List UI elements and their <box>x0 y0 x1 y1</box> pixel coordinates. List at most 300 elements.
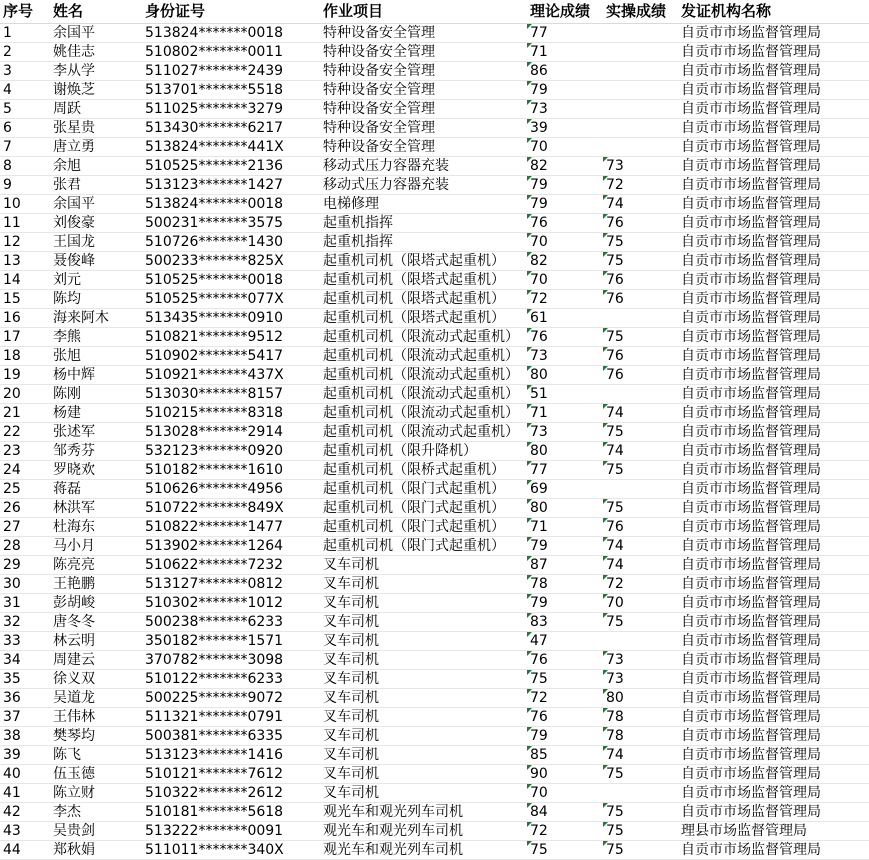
cell-name[interactable]: 谢焕芝 <box>50 80 142 99</box>
cell-theory-score[interactable]: 72 <box>527 688 603 707</box>
cell-issuing-authority[interactable]: 自贡市市场监督管理局 <box>678 422 869 441</box>
cell-issuing-authority[interactable]: 自贡市市场监督管理局 <box>678 441 869 460</box>
cell-practical-score[interactable]: 72 <box>603 175 678 194</box>
cell-practical-score[interactable]: 75 <box>603 802 678 821</box>
cell-name[interactable]: 林洪军 <box>50 498 142 517</box>
cell-issuing-authority[interactable]: 自贡市市场监督管理局 <box>678 232 869 251</box>
cell-id-number[interactable]: 511025*******3279 <box>142 99 320 118</box>
cell-id-number[interactable]: 513435*******0910 <box>142 308 320 327</box>
cell-work-item[interactable]: 叉车司机 <box>320 707 527 726</box>
cell-id-number[interactable]: 510921*******437X <box>142 365 320 384</box>
cell-name[interactable]: 伍玉德 <box>50 764 142 783</box>
cell-work-item[interactable]: 起重机司机（限塔式起重机） <box>320 251 527 270</box>
cell-id-number[interactable]: 513123*******1416 <box>142 745 320 764</box>
cell-issuing-authority[interactable]: 自贡市市场监督管理局 <box>678 194 869 213</box>
cell-id-number[interactable]: 511321*******0791 <box>142 707 320 726</box>
cell-seq[interactable]: 38 <box>0 726 50 745</box>
cell-practical-score[interactable]: 76 <box>603 289 678 308</box>
cell-name[interactable]: 杨中辉 <box>50 365 142 384</box>
cell-work-item[interactable]: 观光车和观光列车司机 <box>320 821 527 840</box>
cell-seq[interactable]: 13 <box>0 251 50 270</box>
cell-issuing-authority[interactable]: 自贡市市场监督管理局 <box>678 650 869 669</box>
cell-id-number[interactable]: 513430*******6217 <box>142 118 320 137</box>
cell-issuing-authority[interactable]: 自贡市市场监督管理局 <box>678 23 869 42</box>
cell-work-item[interactable]: 起重机司机（限门式起重机） <box>320 536 527 555</box>
cell-name[interactable]: 王艳鹏 <box>50 574 142 593</box>
cell-name[interactable]: 张星贵 <box>50 118 142 137</box>
cell-id-number[interactable]: 510215*******8318 <box>142 403 320 422</box>
cell-id-number[interactable]: 510902*******5417 <box>142 346 320 365</box>
cell-name[interactable]: 张君 <box>50 175 142 194</box>
cell-practical-score[interactable] <box>603 80 678 99</box>
cell-issuing-authority[interactable]: 自贡市市场监督管理局 <box>678 327 869 346</box>
cell-practical-score[interactable]: 75 <box>603 251 678 270</box>
cell-theory-score[interactable]: 75 <box>527 669 603 688</box>
cell-name[interactable]: 吴道龙 <box>50 688 142 707</box>
cell-id-number[interactable]: 513701*******5518 <box>142 80 320 99</box>
cell-work-item[interactable]: 起重机司机（限门式起重机） <box>320 498 527 517</box>
cell-id-number[interactable]: 500238*******6233 <box>142 612 320 631</box>
cell-id-number[interactable]: 510525*******0018 <box>142 270 320 289</box>
cell-theory-score[interactable]: 70 <box>527 137 603 156</box>
cell-name[interactable]: 李熊 <box>50 327 142 346</box>
cell-name[interactable]: 王国龙 <box>50 232 142 251</box>
cell-theory-score[interactable]: 83 <box>527 612 603 631</box>
cell-work-item[interactable]: 叉车司机 <box>320 764 527 783</box>
cell-seq[interactable]: 39 <box>0 745 50 764</box>
cell-practical-score[interactable] <box>603 479 678 498</box>
cell-id-number[interactable]: 510525*******2136 <box>142 156 320 175</box>
cell-work-item[interactable]: 起重机指挥 <box>320 232 527 251</box>
cell-name[interactable]: 杨建 <box>50 403 142 422</box>
cell-id-number[interactable]: 510122*******6233 <box>142 669 320 688</box>
cell-name[interactable]: 唐冬冬 <box>50 612 142 631</box>
cell-practical-score[interactable] <box>603 42 678 61</box>
cell-seq[interactable]: 28 <box>0 536 50 555</box>
cell-practical-score[interactable] <box>603 118 678 137</box>
cell-theory-score[interactable]: 86 <box>527 61 603 80</box>
cell-work-item[interactable]: 叉车司机 <box>320 574 527 593</box>
cell-theory-score[interactable]: 71 <box>527 42 603 61</box>
cell-practical-score[interactable]: 74 <box>603 536 678 555</box>
cell-issuing-authority[interactable]: 自贡市市场监督管理局 <box>678 574 869 593</box>
cell-seq[interactable]: 16 <box>0 308 50 327</box>
cell-issuing-authority[interactable]: 自贡市市场监督管理局 <box>678 118 869 137</box>
cell-work-item[interactable]: 起重机司机（限门式起重机） <box>320 479 527 498</box>
cell-theory-score[interactable]: 79 <box>527 80 603 99</box>
cell-work-item[interactable]: 起重机司机（限流动式起重机） <box>320 422 527 441</box>
cell-theory-score[interactable]: 87 <box>527 555 603 574</box>
cell-theory-score[interactable]: 79 <box>527 593 603 612</box>
cell-issuing-authority[interactable]: 理县市场监督管理局 <box>678 821 869 840</box>
cell-practical-score[interactable]: 75 <box>603 840 678 859</box>
cell-name[interactable]: 唐立勇 <box>50 137 142 156</box>
cell-seq[interactable]: 34 <box>0 650 50 669</box>
cell-theory-score[interactable]: 85 <box>527 745 603 764</box>
cell-work-item[interactable]: 起重机司机（限门式起重机） <box>320 517 527 536</box>
cell-theory-score[interactable]: 71 <box>527 517 603 536</box>
cell-work-item[interactable]: 起重机指挥 <box>320 213 527 232</box>
cell-name[interactable]: 马小月 <box>50 536 142 555</box>
cell-theory-score[interactable]: 80 <box>527 498 603 517</box>
cell-theory-score[interactable]: 70 <box>527 783 603 802</box>
cell-theory-score[interactable]: 79 <box>527 194 603 213</box>
cell-work-item[interactable]: 起重机司机（限流动式起重机） <box>320 327 527 346</box>
cell-name[interactable]: 刘元 <box>50 270 142 289</box>
cell-seq[interactable]: 29 <box>0 555 50 574</box>
cell-name[interactable]: 姚佳志 <box>50 42 142 61</box>
cell-name[interactable]: 张述军 <box>50 422 142 441</box>
cell-name[interactable]: 林云明 <box>50 631 142 650</box>
cell-id-number[interactable]: 510525*******077X <box>142 289 320 308</box>
cell-work-item[interactable]: 起重机司机（限塔式起重机） <box>320 289 527 308</box>
cell-work-item[interactable]: 起重机司机（限流动式起重机） <box>320 384 527 403</box>
cell-practical-score[interactable]: 75 <box>603 327 678 346</box>
cell-seq[interactable]: 40 <box>0 764 50 783</box>
cell-issuing-authority[interactable]: 自贡市市场监督管理局 <box>678 631 869 650</box>
cell-theory-score[interactable]: 61 <box>527 308 603 327</box>
cell-practical-score[interactable]: 80 <box>603 688 678 707</box>
cell-name[interactable]: 周建云 <box>50 650 142 669</box>
cell-theory-score[interactable]: 84 <box>527 802 603 821</box>
cell-name[interactable]: 刘俊豪 <box>50 213 142 232</box>
cell-work-item[interactable]: 观光车和观光列车司机 <box>320 802 527 821</box>
cell-seq[interactable]: 3 <box>0 61 50 80</box>
cell-issuing-authority[interactable]: 自贡市市场监督管理局 <box>678 688 869 707</box>
cell-theory-score[interactable]: 69 <box>527 479 603 498</box>
cell-issuing-authority[interactable]: 自贡市市场监督管理局 <box>678 802 869 821</box>
cell-name[interactable]: 陈均 <box>50 289 142 308</box>
cell-seq[interactable]: 11 <box>0 213 50 232</box>
cell-seq[interactable]: 43 <box>0 821 50 840</box>
cell-id-number[interactable]: 513824*******0018 <box>142 23 320 42</box>
cell-practical-score[interactable]: 73 <box>603 156 678 175</box>
cell-id-number[interactable]: 513028*******2914 <box>142 422 320 441</box>
cell-theory-score[interactable]: 71 <box>527 403 603 422</box>
cell-work-item[interactable]: 叉车司机 <box>320 783 527 802</box>
header-name[interactable]: 姓名 <box>50 0 142 23</box>
cell-name[interactable]: 吴贵剑 <box>50 821 142 840</box>
cell-theory-score[interactable]: 80 <box>527 441 603 460</box>
cell-name[interactable]: 邹秀芬 <box>50 441 142 460</box>
cell-issuing-authority[interactable]: 自贡市市场监督管理局 <box>678 289 869 308</box>
cell-practical-score[interactable]: 75 <box>603 422 678 441</box>
cell-seq[interactable]: 17 <box>0 327 50 346</box>
cell-practical-score[interactable] <box>603 137 678 156</box>
cell-practical-score[interactable] <box>603 99 678 118</box>
cell-seq[interactable]: 6 <box>0 118 50 137</box>
cell-theory-score[interactable]: 90 <box>527 764 603 783</box>
cell-id-number[interactable]: 510182*******1610 <box>142 460 320 479</box>
cell-id-number[interactable]: 510722*******849X <box>142 498 320 517</box>
cell-theory-score[interactable]: 78 <box>527 574 603 593</box>
cell-practical-score[interactable] <box>603 631 678 650</box>
cell-seq[interactable]: 4 <box>0 80 50 99</box>
cell-issuing-authority[interactable]: 自贡市市场监督管理局 <box>678 764 869 783</box>
cell-work-item[interactable]: 移动式压力容器充装 <box>320 175 527 194</box>
cell-seq[interactable]: 42 <box>0 802 50 821</box>
cell-issuing-authority[interactable]: 自贡市市场监督管理局 <box>678 213 869 232</box>
cell-practical-score[interactable]: 73 <box>603 669 678 688</box>
cell-seq[interactable]: 20 <box>0 384 50 403</box>
cell-practical-score[interactable]: 74 <box>603 555 678 574</box>
cell-theory-score[interactable]: 82 <box>527 156 603 175</box>
cell-practical-score[interactable]: 76 <box>603 346 678 365</box>
cell-work-item[interactable]: 特种设备安全管理 <box>320 99 527 118</box>
cell-seq[interactable]: 2 <box>0 42 50 61</box>
cell-issuing-authority[interactable]: 自贡市市场监督管理局 <box>678 612 869 631</box>
cell-seq[interactable]: 41 <box>0 783 50 802</box>
cell-seq[interactable]: 25 <box>0 479 50 498</box>
cell-work-item[interactable]: 叉车司机 <box>320 688 527 707</box>
cell-seq[interactable]: 35 <box>0 669 50 688</box>
cell-issuing-authority[interactable]: 自贡市市场监督管理局 <box>678 403 869 422</box>
cell-id-number[interactable]: 500233*******825X <box>142 251 320 270</box>
cell-seq[interactable]: 7 <box>0 137 50 156</box>
cell-issuing-authority[interactable]: 自贡市市场监督管理局 <box>678 517 869 536</box>
cell-id-number[interactable]: 500381*******6335 <box>142 726 320 745</box>
cell-practical-score[interactable]: 74 <box>603 194 678 213</box>
cell-issuing-authority[interactable]: 自贡市市场监督管理局 <box>678 460 869 479</box>
cell-issuing-authority[interactable]: 自贡市市场监督管理局 <box>678 175 869 194</box>
cell-issuing-authority[interactable]: 自贡市市场监督管理局 <box>678 61 869 80</box>
cell-practical-score[interactable] <box>603 384 678 403</box>
cell-practical-score[interactable]: 78 <box>603 726 678 745</box>
cell-name[interactable]: 陈飞 <box>50 745 142 764</box>
cell-id-number[interactable]: 513123*******1427 <box>142 175 320 194</box>
cell-issuing-authority[interactable]: 自贡市市场监督管理局 <box>678 99 869 118</box>
cell-name[interactable]: 陈刚 <box>50 384 142 403</box>
cell-seq[interactable]: 44 <box>0 840 50 859</box>
cell-seq[interactable]: 1 <box>0 23 50 42</box>
cell-issuing-authority[interactable]: 自贡市市场监督管理局 <box>678 555 869 574</box>
cell-seq[interactable]: 32 <box>0 612 50 631</box>
cell-practical-score[interactable]: 75 <box>603 764 678 783</box>
cell-work-item[interactable]: 移动式压力容器充装 <box>320 156 527 175</box>
cell-issuing-authority[interactable]: 自贡市市场监督管理局 <box>678 270 869 289</box>
cell-seq[interactable]: 15 <box>0 289 50 308</box>
cell-issuing-authority[interactable]: 自贡市市场监督管理局 <box>678 479 869 498</box>
cell-practical-score[interactable] <box>603 783 678 802</box>
cell-id-number[interactable]: 500225*******9072 <box>142 688 320 707</box>
cell-work-item[interactable]: 起重机司机（限桥式起重机） <box>320 460 527 479</box>
cell-issuing-authority[interactable]: 自贡市市场监督管理局 <box>678 783 869 802</box>
header-theory-score[interactable]: 理论成绩 <box>527 0 603 23</box>
cell-work-item[interactable]: 特种设备安全管理 <box>320 118 527 137</box>
cell-practical-score[interactable]: 75 <box>603 821 678 840</box>
cell-practical-score[interactable] <box>603 23 678 42</box>
cell-theory-score[interactable]: 47 <box>527 631 603 650</box>
cell-theory-score[interactable]: 76 <box>527 213 603 232</box>
cell-theory-score[interactable]: 80 <box>527 365 603 384</box>
cell-theory-score[interactable]: 79 <box>527 726 603 745</box>
cell-id-number[interactable]: 513127*******0812 <box>142 574 320 593</box>
cell-theory-score[interactable]: 72 <box>527 821 603 840</box>
cell-practical-score[interactable]: 76 <box>603 270 678 289</box>
cell-practical-score[interactable]: 73 <box>603 650 678 669</box>
cell-seq[interactable]: 33 <box>0 631 50 650</box>
cell-theory-score[interactable]: 76 <box>527 707 603 726</box>
cell-practical-score[interactable]: 75 <box>603 232 678 251</box>
cell-name[interactable]: 余国平 <box>50 194 142 213</box>
cell-issuing-authority[interactable]: 自贡市市场监督管理局 <box>678 156 869 175</box>
cell-id-number[interactable]: 370782*******3098 <box>142 650 320 669</box>
cell-seq[interactable]: 22 <box>0 422 50 441</box>
cell-id-number[interactable]: 532123*******0920 <box>142 441 320 460</box>
cell-theory-score[interactable]: 77 <box>527 460 603 479</box>
cell-seq[interactable]: 23 <box>0 441 50 460</box>
cell-theory-score[interactable]: 79 <box>527 175 603 194</box>
cell-seq[interactable]: 37 <box>0 707 50 726</box>
cell-name[interactable]: 海来阿木 <box>50 308 142 327</box>
cell-practical-score[interactable]: 74 <box>603 441 678 460</box>
cell-practical-score[interactable] <box>603 61 678 80</box>
header-seq[interactable]: 序号 <box>0 0 50 23</box>
cell-name[interactable]: 张旭 <box>50 346 142 365</box>
cell-issuing-authority[interactable]: 自贡市市场监督管理局 <box>678 251 869 270</box>
cell-practical-score[interactable]: 72 <box>603 574 678 593</box>
cell-seq[interactable]: 27 <box>0 517 50 536</box>
cell-theory-score[interactable]: 73 <box>527 422 603 441</box>
cell-seq[interactable]: 19 <box>0 365 50 384</box>
cell-work-item[interactable]: 特种设备安全管理 <box>320 80 527 99</box>
cell-work-item[interactable]: 特种设备安全管理 <box>320 42 527 61</box>
cell-work-item[interactable]: 特种设备安全管理 <box>320 137 527 156</box>
cell-name[interactable]: 余国平 <box>50 23 142 42</box>
cell-practical-score[interactable]: 74 <box>603 403 678 422</box>
cell-theory-score[interactable]: 73 <box>527 346 603 365</box>
cell-issuing-authority[interactable]: 自贡市市场监督管理局 <box>678 745 869 764</box>
cell-theory-score[interactable]: 70 <box>527 270 603 289</box>
cell-seq[interactable]: 18 <box>0 346 50 365</box>
cell-id-number[interactable]: 510802*******0011 <box>142 42 320 61</box>
header-issuing-authority[interactable]: 发证机构名称 <box>678 0 869 23</box>
cell-work-item[interactable]: 叉车司机 <box>320 555 527 574</box>
cell-work-item[interactable]: 叉车司机 <box>320 631 527 650</box>
cell-work-item[interactable]: 特种设备安全管理 <box>320 23 527 42</box>
cell-name[interactable]: 杜海东 <box>50 517 142 536</box>
cell-work-item[interactable]: 叉车司机 <box>320 612 527 631</box>
cell-practical-score[interactable]: 74 <box>603 745 678 764</box>
cell-issuing-authority[interactable]: 自贡市市场监督管理局 <box>678 840 869 859</box>
cell-practical-score[interactable]: 78 <box>603 707 678 726</box>
cell-id-number[interactable]: 350182*******1571 <box>142 631 320 650</box>
cell-theory-score[interactable]: 79 <box>527 536 603 555</box>
cell-practical-score[interactable]: 76 <box>603 213 678 232</box>
cell-work-item[interactable]: 叉车司机 <box>320 650 527 669</box>
cell-practical-score[interactable]: 70 <box>603 593 678 612</box>
cell-seq[interactable]: 10 <box>0 194 50 213</box>
cell-id-number[interactable]: 510322*******2612 <box>142 783 320 802</box>
cell-work-item[interactable]: 起重机司机（限塔式起重机） <box>320 308 527 327</box>
cell-theory-score[interactable]: 76 <box>527 327 603 346</box>
cell-theory-score[interactable]: 70 <box>527 232 603 251</box>
cell-seq[interactable]: 5 <box>0 99 50 118</box>
cell-theory-score[interactable]: 39 <box>527 118 603 137</box>
cell-seq[interactable]: 9 <box>0 175 50 194</box>
header-work-item[interactable]: 作业项目 <box>320 0 527 23</box>
cell-seq[interactable]: 26 <box>0 498 50 517</box>
cell-theory-score[interactable]: 82 <box>527 251 603 270</box>
cell-name[interactable]: 樊琴均 <box>50 726 142 745</box>
cell-issuing-authority[interactable]: 自贡市市场监督管理局 <box>678 80 869 99</box>
cell-theory-score[interactable]: 77 <box>527 23 603 42</box>
cell-name[interactable]: 王伟林 <box>50 707 142 726</box>
cell-seq[interactable]: 14 <box>0 270 50 289</box>
cell-issuing-authority[interactable]: 自贡市市场监督管理局 <box>678 707 869 726</box>
cell-seq[interactable]: 21 <box>0 403 50 422</box>
cell-issuing-authority[interactable]: 自贡市市场监督管理局 <box>678 593 869 612</box>
cell-name[interactable]: 李从学 <box>50 61 142 80</box>
cell-id-number[interactable]: 511027*******2439 <box>142 61 320 80</box>
cell-practical-score[interactable]: 75 <box>603 612 678 631</box>
cell-issuing-authority[interactable]: 自贡市市场监督管理局 <box>678 726 869 745</box>
cell-id-number[interactable]: 510181*******5618 <box>142 802 320 821</box>
cell-work-item[interactable]: 电梯修理 <box>320 194 527 213</box>
cell-seq[interactable]: 12 <box>0 232 50 251</box>
cell-id-number[interactable]: 513222*******0091 <box>142 821 320 840</box>
cell-issuing-authority[interactable]: 自贡市市场监督管理局 <box>678 365 869 384</box>
cell-name[interactable]: 彭胡峻 <box>50 593 142 612</box>
cell-seq[interactable]: 8 <box>0 156 50 175</box>
cell-work-item[interactable]: 起重机司机（限塔式起重机） <box>320 270 527 289</box>
cell-id-number[interactable]: 511011*******340X <box>142 840 320 859</box>
header-id-number[interactable]: 身份证号 <box>142 0 320 23</box>
cell-name[interactable]: 周跃 <box>50 99 142 118</box>
cell-id-number[interactable]: 510302*******1012 <box>142 593 320 612</box>
cell-id-number[interactable]: 500231*******3575 <box>142 213 320 232</box>
cell-name[interactable]: 聂俊峰 <box>50 251 142 270</box>
cell-issuing-authority[interactable]: 自贡市市场监督管理局 <box>678 384 869 403</box>
cell-theory-score[interactable]: 76 <box>527 650 603 669</box>
cell-issuing-authority[interactable]: 自贡市市场监督管理局 <box>678 308 869 327</box>
cell-work-item[interactable]: 起重机司机（限流动式起重机） <box>320 403 527 422</box>
cell-issuing-authority[interactable]: 自贡市市场监督管理局 <box>678 498 869 517</box>
cell-name[interactable]: 郑秋娟 <box>50 840 142 859</box>
cell-name[interactable]: 罗晓欢 <box>50 460 142 479</box>
cell-theory-score[interactable]: 72 <box>527 289 603 308</box>
cell-name[interactable]: 陈亮亮 <box>50 555 142 574</box>
cell-name[interactable]: 李杰 <box>50 802 142 821</box>
cell-id-number[interactable]: 513030*******8157 <box>142 384 320 403</box>
cell-id-number[interactable]: 510726*******1430 <box>142 232 320 251</box>
cell-work-item[interactable]: 叉车司机 <box>320 669 527 688</box>
cell-practical-score[interactable] <box>603 308 678 327</box>
cell-work-item[interactable]: 叉车司机 <box>320 745 527 764</box>
cell-work-item[interactable]: 叉车司机 <box>320 726 527 745</box>
cell-work-item[interactable]: 起重机司机（限流动式起重机） <box>320 365 527 384</box>
cell-id-number[interactable]: 510121*******7612 <box>142 764 320 783</box>
cell-seq[interactable]: 30 <box>0 574 50 593</box>
cell-name[interactable]: 徐义双 <box>50 669 142 688</box>
header-practical-score[interactable]: 实操成绩 <box>603 0 678 23</box>
cell-seq[interactable]: 24 <box>0 460 50 479</box>
cell-work-item[interactable]: 观光车和观光列车司机 <box>320 840 527 859</box>
cell-seq[interactable]: 31 <box>0 593 50 612</box>
cell-issuing-authority[interactable]: 自贡市市场监督管理局 <box>678 42 869 61</box>
cell-id-number[interactable]: 513902*******1264 <box>142 536 320 555</box>
cell-issuing-authority[interactable]: 自贡市市场监督管理局 <box>678 536 869 555</box>
cell-id-number[interactable]: 510622*******7232 <box>142 555 320 574</box>
cell-work-item[interactable]: 起重机司机（限升降机） <box>320 441 527 460</box>
cell-issuing-authority[interactable]: 自贡市市场监督管理局 <box>678 669 869 688</box>
cell-id-number[interactable]: 510821*******9512 <box>142 327 320 346</box>
cell-name[interactable]: 陈立财 <box>50 783 142 802</box>
cell-name[interactable]: 余旭 <box>50 156 142 175</box>
cell-theory-score[interactable]: 75 <box>527 840 603 859</box>
cell-practical-score[interactable]: 76 <box>603 365 678 384</box>
cell-id-number[interactable]: 513824*******441X <box>142 137 320 156</box>
